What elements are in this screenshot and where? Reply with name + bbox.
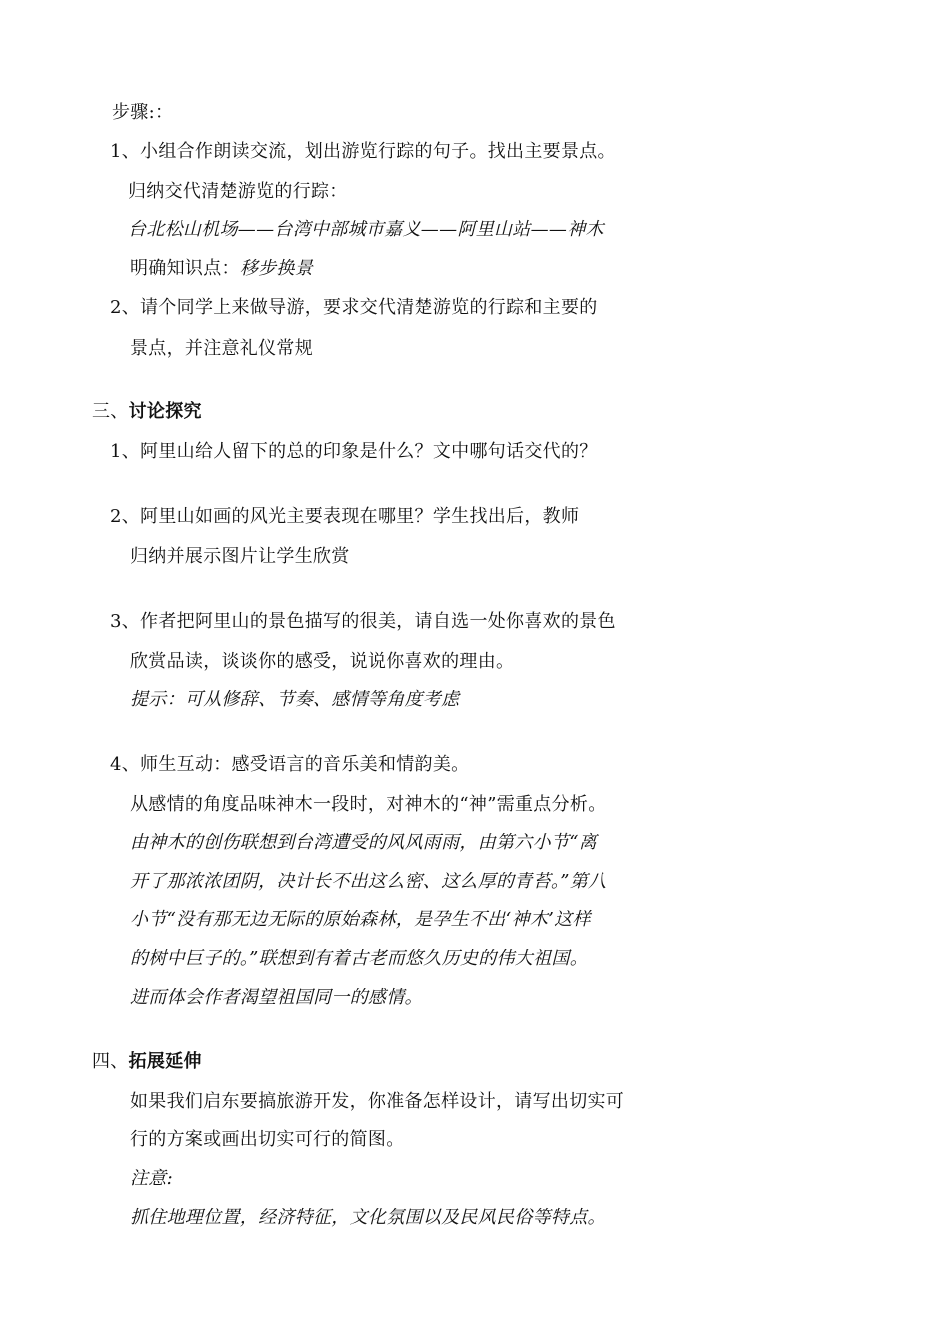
- extension-line-2: 行的方案或画出切实可行的简图。: [130, 1129, 405, 1150]
- section-3-title: 讨论探究: [128, 401, 202, 422]
- question-3-hint: 提示：可从修辞、节奏、感情等角度考虑: [130, 689, 460, 710]
- question-4-line-2: 从感情的角度品味神木一段时，对神木的“神”需重点分析。: [130, 794, 607, 815]
- question-2-line-2: 归纳并展示图片让学生欣赏: [130, 546, 350, 567]
- section-3-number: 三、: [92, 401, 129, 422]
- section-4-heading: [92, 1050, 202, 1074]
- section-3-heading: [92, 400, 202, 424]
- knowledge-point-label: 明确知识点：: [130, 258, 240, 279]
- step-1: 1、小组合作朗读交流，划出游览行踪的句子。找出主要景点。: [110, 141, 616, 162]
- question-4-line-4: 开了那浓浓团阴，决计长不出这么密、这么厚的青苔。”第八: [130, 871, 607, 892]
- question-1: 1、阿里山给人留下的总的印象是什么？文中哪句话交代的？: [110, 441, 598, 462]
- steps-heading: 步骤:：: [112, 102, 174, 123]
- question-4-line-3: 由神木的创伤联想到台湾遭受的风风雨雨，由第六小节“离: [130, 832, 597, 853]
- question-4-line-7: 进而体会作者渴望祖国同一的感情。: [130, 987, 423, 1008]
- knowledge-point-value: 移步换景: [239, 258, 314, 279]
- question-3-line-1: 3、作者把阿里山的景色描写的很美，请自选一处你喜欢的景色: [110, 611, 616, 632]
- question-3-line-2: 欣赏品读，谈谈你的感受，说说你喜欢的理由。: [130, 651, 515, 672]
- question-4-line-1: 4、师生互动：感受语言的音乐美和情韵美。: [110, 754, 470, 775]
- step-2-line-1: 2、请个同学上来做导游，要求交代清楚游览的行踪和主要的: [110, 297, 598, 318]
- section-4-number: 四、: [92, 1051, 129, 1072]
- question-4-line-6: 的树中巨子的。”联想到有着古老而悠久历史的伟大祖国。: [130, 948, 588, 969]
- step-2-line-2: 景点，并注意礼仪常规: [130, 338, 313, 359]
- extension-note-text: 抓住地理位置，经济特征，文化氛围以及民风民俗等特点。: [130, 1207, 606, 1228]
- question-4-line-5: 小节“没有那无边无际的原始森林，是孕生不出‘神木’这样: [130, 909, 591, 930]
- step-1-summary: 归纳交代清楚游览的行踪：: [128, 181, 348, 202]
- step-1-knowledge-point: [130, 257, 313, 281]
- step-1-route: 台北松山机场——台湾中部城市嘉义——阿里山站——神木: [128, 219, 604, 240]
- section-4-title: 拓展延伸: [128, 1051, 202, 1072]
- extension-note-label: 注意:: [130, 1168, 173, 1189]
- extension-line-1: 如果我们启东要搞旅游开发，你准备怎样设计，请写出切实可: [130, 1091, 625, 1112]
- question-2-line-1: 2、阿里山如画的风光主要表现在哪里？学生找出后，教师: [110, 506, 580, 527]
